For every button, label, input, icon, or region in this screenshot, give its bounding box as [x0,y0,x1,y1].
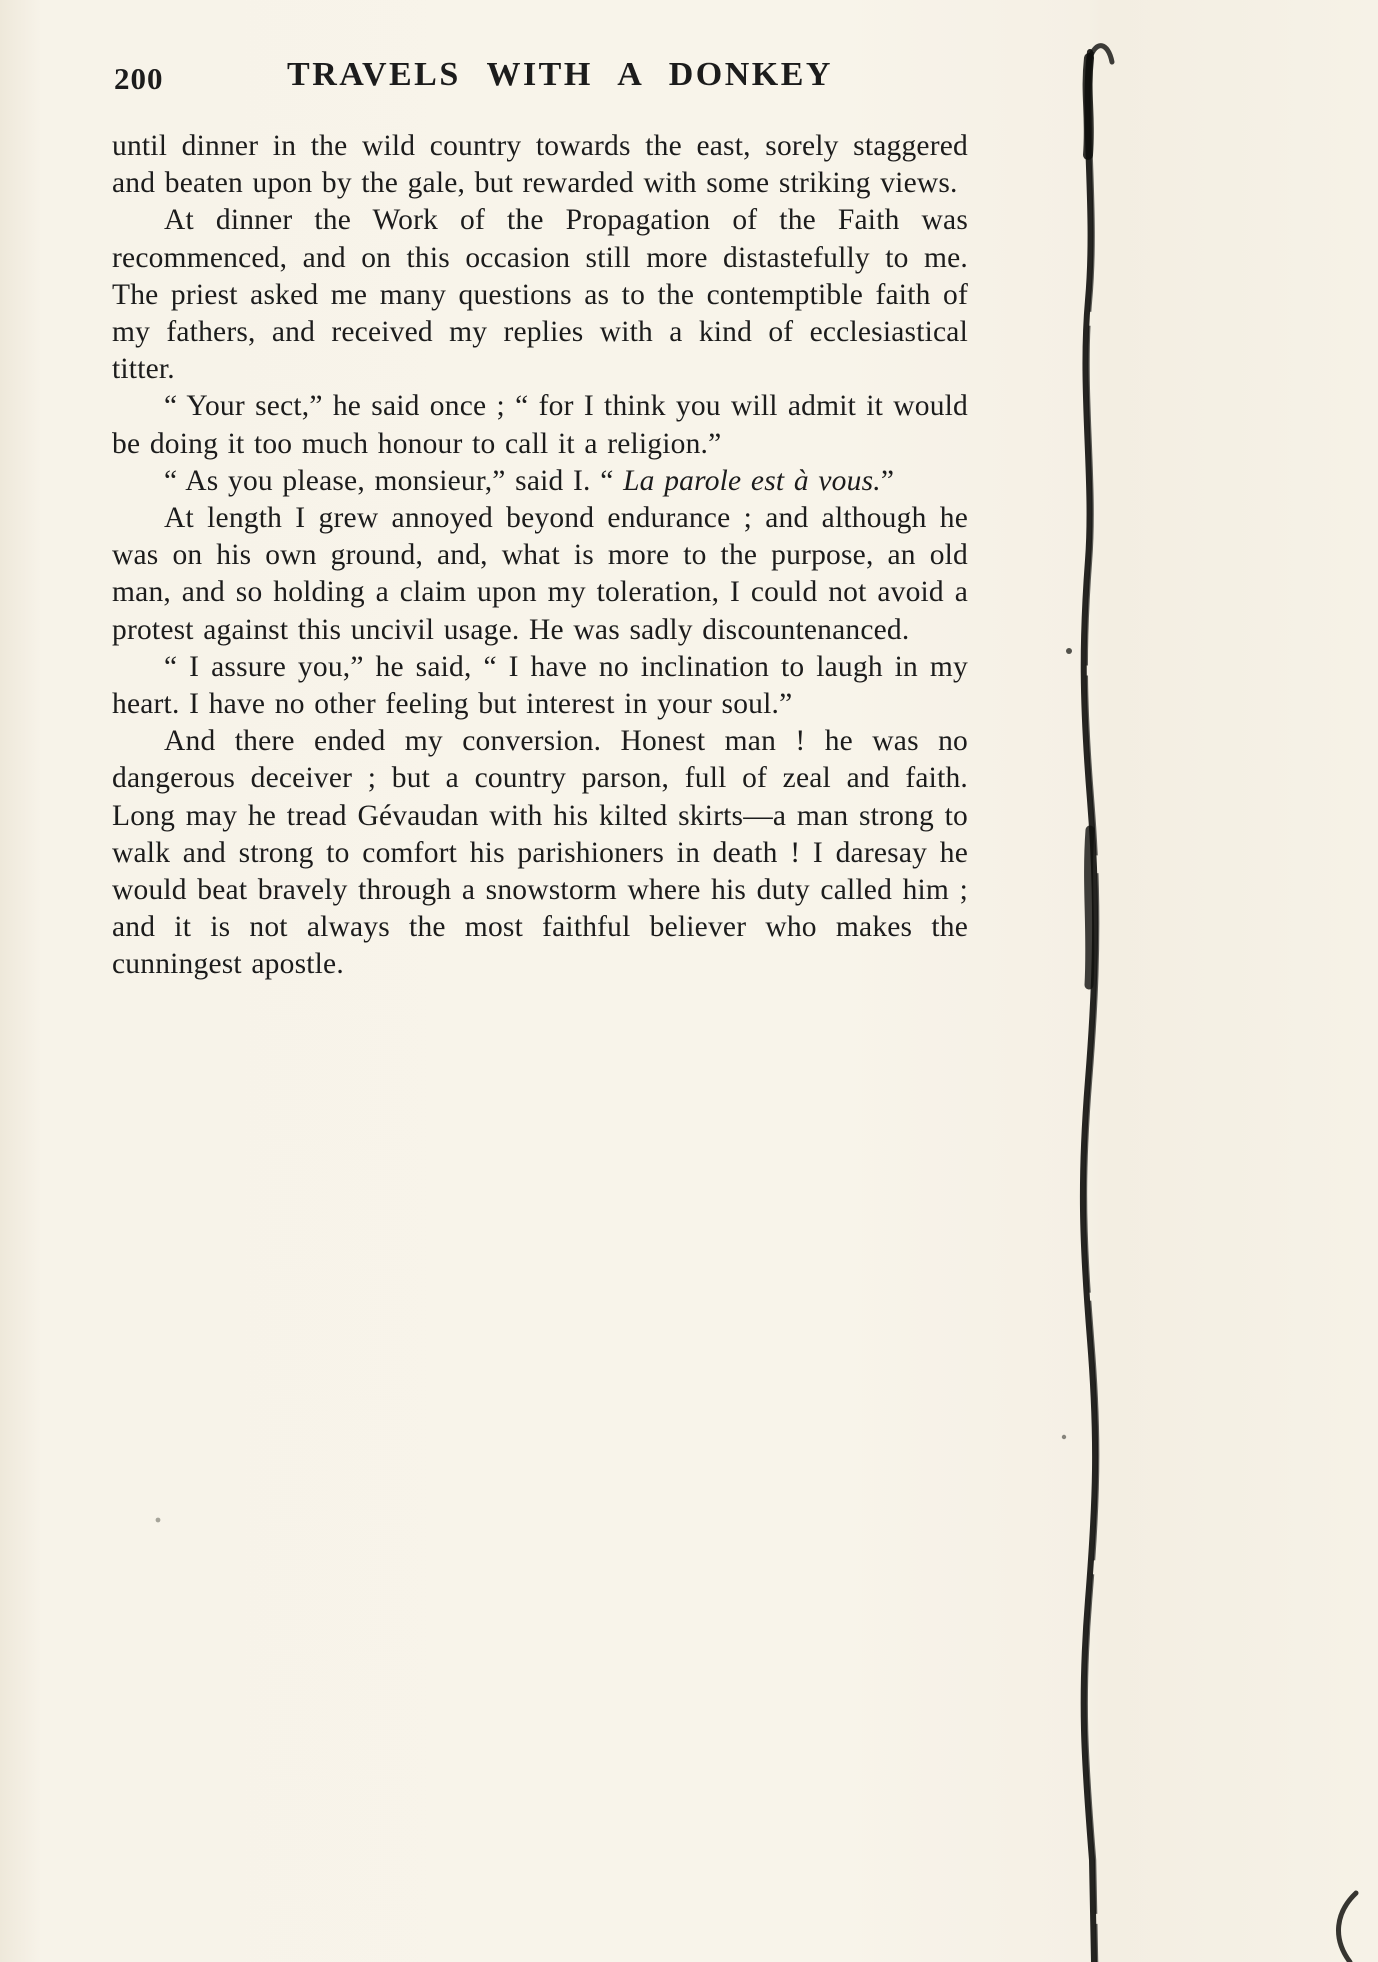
text-run: “ Your sect,” he said once ; “ for I think you will admit it would be doing it too much honour to call it a religion.” [112,390,968,460]
binding-edge-thick-mid [1089,830,1090,985]
binding-edge-line-thin [1086,52,1098,1962]
text-run: “ As you please, monsieur,” said I. “ [164,464,624,497]
text-run: At length I grew annoyed beyond endurance ; and although he was on his own ground, and, what is more to the purpose, an old man, and so holding a claim upon my toleration, I could not avoid a protest against this uncivil usage. He was sadly discountenanced. [112,502,968,646]
text-run: ” [880,464,895,497]
paragraph [112,202,968,388]
italic-text-run: La parole est à vous. [623,464,881,497]
page-content [112,56,968,984]
paragraph [112,500,968,649]
binding-edge-thick-top [1088,58,1089,155]
paragraph [112,649,968,723]
paragraph [112,388,968,462]
text-run: “ I assure you,” he said, “ I have no inclination to laugh in my heart. I have no other feeling but interest in your soul.” [112,650,968,721]
scan-speck [1066,648,1072,654]
binding-edge-line [1083,52,1095,1962]
paragraph [112,463,968,500]
page-header [112,56,968,108]
text-run: And there ended my conversion. Honest man ! he was no dangerous deceiver ; but a country parson, full of zeal and faith. Long may he tread Gévaudan with his kilted skirts—a man strong to walk and strong to comfort his parishioners in death ! I daresay he would beat bravely through a snowstorm where his duty called him ; and it is not always the most faithful believer who makes the cunningest apostle. [112,725,968,981]
scan-speck [156,1518,161,1523]
page-title: TRAVELS WITH A DONKEY [287,56,833,93]
page-number: 200 [114,61,164,96]
scan-speck [1062,1435,1066,1439]
text-run: At dinner the Work of the Propagation of the Faith was recommenced, and on this occasion still more distastefully to me. The priest asked me many questions as to the contemptible faith of my fathers, and received my replies with a kind of ecclesiastical titter. [112,204,968,386]
paragraph [112,723,968,983]
binding-edge-hook [1090,46,1112,62]
body-text [112,128,968,984]
text-run: until dinner in the wild country towards the east, sorely staggered and beaten upon by the gale, but rewarded with some striking views. [112,130,968,200]
paragraph [112,128,968,202]
corner-curve-mark [1339,1893,1356,1962]
